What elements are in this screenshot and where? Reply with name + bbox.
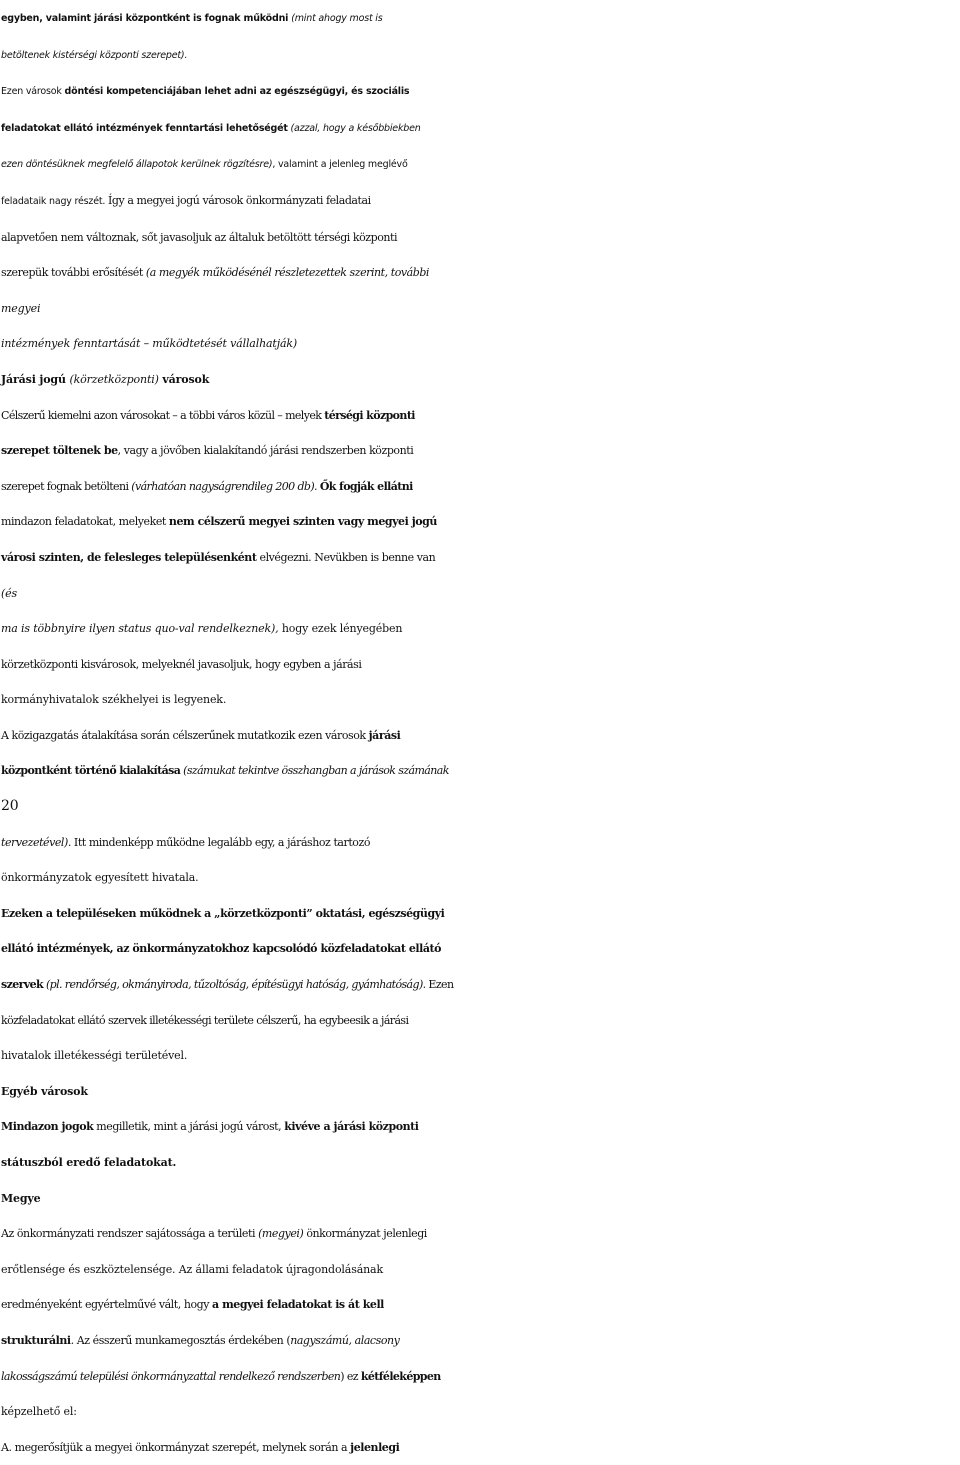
line-12 xyxy=(1,398,960,434)
text-run: , vagy a jövőben kialakítandó járási rendszerben központi xyxy=(117,444,414,458)
text-run: ezen döntésüknek megfelelő állapotok kerülnek rögzítésre) xyxy=(1,159,273,171)
text-run: (azzal, hogy a későbbiekben xyxy=(287,122,421,134)
section-heading: Megye xyxy=(1,1191,41,1205)
text-run: képzelhető el: xyxy=(1,1405,77,1419)
footnote-number: 20 xyxy=(1,798,19,815)
line-20 xyxy=(1,682,960,718)
line-3 xyxy=(1,73,960,110)
line-2 xyxy=(1,37,960,74)
text-run: Így a megyei jogú városok önkormányzati feladatai xyxy=(108,193,371,207)
text-run: (mint ahogy most is xyxy=(291,13,383,24)
text-run: szerepük további erősítését xyxy=(1,266,146,280)
text-run: (pl. rendőrség, okmányiroda, tűzoltóság, építésügyi hatóság, gyámhatóság) xyxy=(43,978,423,992)
line-17 xyxy=(1,576,960,612)
line-16 xyxy=(1,540,960,576)
line-7 xyxy=(1,220,960,256)
text-run: (megyei) xyxy=(258,1227,304,1241)
line-1 xyxy=(1,0,960,37)
line-32 xyxy=(1,1109,960,1145)
line-38 xyxy=(1,1323,960,1359)
text-run: szerepet töltenek be xyxy=(1,444,118,458)
text-run: erőtlensége és eszköztelensége. Az állami feladatok újragondolásának xyxy=(1,1262,383,1276)
line-9 xyxy=(1,291,960,327)
text-run: kétféleképpen xyxy=(360,1369,441,1383)
line-19 xyxy=(1,647,960,683)
line-26 xyxy=(1,896,960,932)
line-10 xyxy=(1,326,960,362)
text-run: (számukat tekintve összhangban a járások számának xyxy=(180,764,449,778)
line-13 xyxy=(1,433,960,469)
line-14 xyxy=(1,469,960,505)
text-run: jelenlegi xyxy=(350,1440,400,1454)
text-run: tervezetével). xyxy=(1,835,71,849)
text-run: Itt mindenképp működne legalább egy, a járáshoz tartozó xyxy=(70,835,370,849)
text-run: megyei xyxy=(1,301,41,315)
text-run: feladataik nagy részét. xyxy=(1,195,109,207)
text-run: Ezen városok xyxy=(1,86,65,98)
text-run: feladatokat ellátó intézmények fenntartási lehetőségét xyxy=(1,122,288,134)
text-run: Célszerű kiemelni azon városokat – a többi város közül – melyek xyxy=(1,408,325,422)
text-run: önkormányzatok egyesített hivatala. xyxy=(1,871,199,885)
text-run: körzetközponti kisvárosok, melyeknél javasoljuk, hogy egyben a járási xyxy=(1,657,362,671)
text-run: (és xyxy=(1,586,17,600)
text-run: elvégezni. Nevükben is benne van xyxy=(256,550,436,564)
text-run: A. megerősítjük a megyei önkormányzat szerepét, melynek során a xyxy=(1,1440,351,1454)
text-run: kormányhivatalok székhelyei is legyenek. xyxy=(1,693,227,707)
text-run: városok xyxy=(158,372,210,386)
line-6 xyxy=(1,183,960,220)
line-8 xyxy=(1,255,960,291)
line-22 xyxy=(1,753,960,789)
text-run: intézmények fenntartását – működtetését vállalhatják) xyxy=(1,337,298,351)
text-run: a megyei feladatokat is át kell xyxy=(212,1298,384,1312)
text-run: központként történő kialakítása xyxy=(1,764,181,778)
line-18 xyxy=(1,611,960,647)
text-run: Mindazon jogok xyxy=(1,1120,94,1134)
text-run: ellátó intézmények, az önkormányzatokhoz kapcsolódó közfeladatokat ellátó xyxy=(1,942,442,956)
text-run: (várhatóan nagyságrendileg 200 db). xyxy=(131,479,317,493)
line-28 xyxy=(1,967,960,1003)
line-23 xyxy=(1,789,960,825)
text-run: Ezeken a településeken működnek a „körzetközponti” oktatási, egészségügyi xyxy=(1,906,445,920)
text-run: eredményeként egyértelművé vált, hogy xyxy=(1,1298,213,1312)
text-run: Ők fogják ellátni xyxy=(319,479,413,493)
text-run: önkormányzat jelenlegi xyxy=(303,1227,427,1241)
line-35 xyxy=(1,1216,960,1252)
text-run: strukturálni xyxy=(1,1333,71,1347)
text-run: városi szinten, de felesleges településenként xyxy=(1,550,257,564)
line-40 xyxy=(1,1394,960,1430)
text-run: A közigazgatás átalakítása során célszerűnek mutatkozik ezen városok xyxy=(1,728,369,742)
text-run: közfeladatokat ellátó szervek illetékességi területe célszerű, ha egybeesik a járási xyxy=(1,1013,409,1027)
text-run: hivatalok illetékességi területével. xyxy=(1,1049,188,1063)
text-run: szervek xyxy=(1,978,44,992)
text-run: mindazon feladatokat, melyeket xyxy=(1,515,169,529)
text-run: kivéve a járási központi xyxy=(284,1120,419,1134)
section-heading: Egyéb városok xyxy=(1,1084,88,1098)
line-30 xyxy=(1,1038,960,1074)
line-36 xyxy=(1,1252,960,1288)
text-run: megilletik, mint a járási jogú várost, xyxy=(93,1120,285,1134)
line-37 xyxy=(1,1287,960,1323)
line-41 xyxy=(1,1430,960,1465)
line-27 xyxy=(1,931,960,967)
text-run: ) ez xyxy=(340,1369,361,1383)
line-21 xyxy=(1,718,960,754)
text-run: Járási jogú xyxy=(1,372,70,386)
text-run: ma is többnyire ilyen status quo-val rendelkeznek), xyxy=(1,622,279,636)
line-24 xyxy=(1,825,960,861)
text-run: betöltenek kistérségi központi szerepet). xyxy=(1,49,188,61)
line-11 xyxy=(1,362,960,398)
text-run: . Az ésszerű munkamegosztás érdekében ( xyxy=(70,1333,291,1347)
text-run: státuszból eredő feladatokat. xyxy=(1,1156,177,1169)
line-34 xyxy=(1,1181,960,1217)
text-run: nem célszerű megyei szinten vagy megyei jogú xyxy=(168,515,437,529)
line-39 xyxy=(1,1359,960,1395)
line-15 xyxy=(1,504,960,540)
text-run: térségi központi xyxy=(324,408,415,422)
line-25 xyxy=(1,860,960,896)
line-31 xyxy=(1,1074,960,1110)
text-run: egyben, valamint járási központként is fognak működni xyxy=(1,13,289,24)
text-run: döntési kompetenciájában lehet adni az egészségügyi, és szociális xyxy=(64,86,410,98)
text-run: alapvetően nem változnak, sőt javasoljuk az általuk betöltött térségi központi xyxy=(1,230,398,244)
text-run: lakosságszámú települési önkormányzattal rendelkező rendszerben xyxy=(1,1369,341,1383)
text-run: járási xyxy=(368,728,401,742)
line-29 xyxy=(1,1003,960,1039)
text-run: (körzetközponti) xyxy=(69,372,159,386)
text-run: hogy ezek lényegében xyxy=(278,622,403,636)
text-run: (a megyék működésénél részletezettek szerint, további xyxy=(145,266,429,280)
line-5 xyxy=(1,146,960,183)
text-run: nagyszámú, alacsony xyxy=(290,1333,400,1347)
text-run: , valamint a jelenleg meglévő xyxy=(272,159,408,171)
line-33 xyxy=(1,1145,960,1181)
text-run: Az önkormányzati rendszer sajátossága a területi xyxy=(1,1227,259,1241)
text-run: szerepet fognak betölteni xyxy=(1,479,132,493)
text-run: . Ezen xyxy=(422,978,454,992)
line-4 xyxy=(1,110,960,147)
